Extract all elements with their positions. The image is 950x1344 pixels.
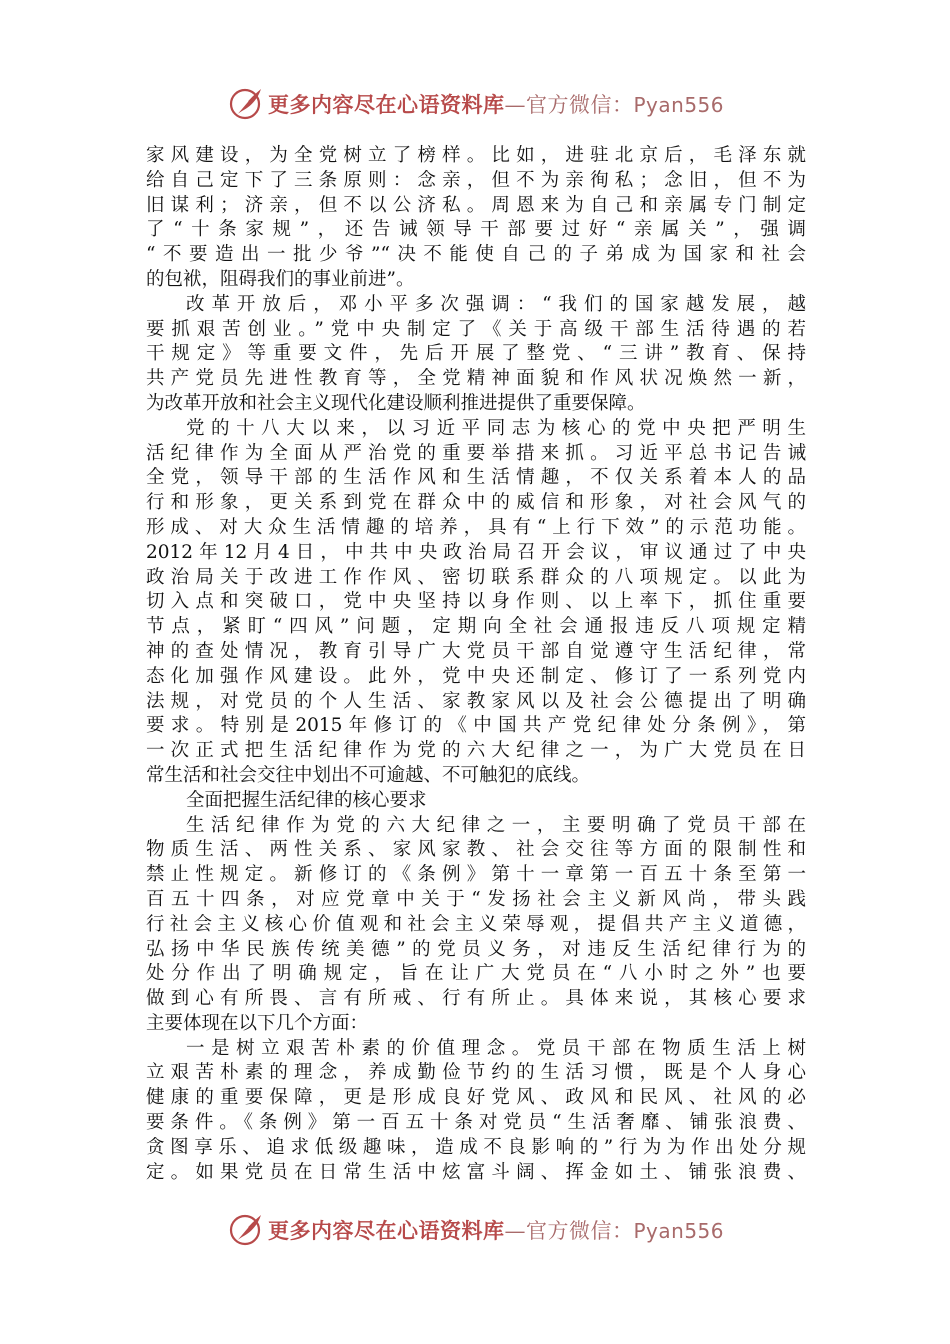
text-line: 活纪律作为全面从严治党的重要举措来抓。习近平总书记告诫 (146, 442, 806, 464)
text-line: 主要体现在以下几个方面： (146, 1012, 369, 1034)
text-line: 生活纪律作为党的六大纪律之一，主要明确了党员干部在 (186, 814, 806, 836)
text-line: 要抓艰苦创业。”党中央制定了《关于高级干部生活待遇的若 (146, 318, 806, 340)
text-line: 神的查处情况，教育引导广大党员干部自觉遵守生活纪律，常 (146, 640, 806, 662)
text-line: 为改革开放和社会主义现代化建设顺利推进提供了重要保障。 (146, 392, 646, 414)
text-line: 行社会主义核心价值观和社会主义荣辱观，提倡共产主义道德， (146, 913, 806, 935)
text-line: 弘扬中华民族传统美德”的党员义务，对违反生活纪律行为的 (146, 938, 806, 960)
text-line: 常生活和社会交往中划出不可逾越、不可触犯的底线。 (146, 764, 591, 786)
text-line: 态化加强作风建设。此外，党中央还制定、修订了一系列党内 (146, 665, 806, 687)
text-line: 了“十条家规”，还告诫领导干部要过好“亲属关”，强调 (146, 219, 806, 241)
text-line: 的包袱，阻碍我们的事业前进”。 (146, 268, 415, 290)
text-line: 给自己定下了三条原则：念亲，但不为亲徇私；念旧，但不为 (146, 169, 806, 191)
text-line: 健康的重要保障，更是形成良好党风、政风和民风、社风的必 (146, 1087, 806, 1109)
text-line: 改革开放后，邓小平多次强调：“我们的国家越发展，越 (186, 293, 806, 315)
text-line: 全面把握生活纪律的核心要求 (186, 789, 427, 811)
text-line: 定。如果党员在日常生活中炫富斗阔、挥金如土、铺张浪费、 (146, 1161, 806, 1183)
text-line: 处分作出了明确规定，旨在让广大党员在“八小时之外”也要 (146, 963, 806, 985)
text-line: 旧谋利；济亲，但不以公济私。周恩来为自己和亲属专门制定 (146, 194, 806, 216)
text-line: 要条件。《条例》第一百五十条对党员“生活奢靡、铺张浪费、 (146, 1112, 806, 1134)
text-line: 物质生活、两性关系、家风家教、社会交往等方面的限制性和 (146, 839, 806, 861)
text-line: 一次正式把生活纪律作为党的六大纪律之一，为广大党员在日 (146, 740, 806, 762)
text-line: 切入点和突破口，党中央坚持以身作则、以上率下，抓住重要 (146, 591, 806, 613)
quill-logo-icon (228, 86, 264, 122)
watermark-text: 更多内容尽在心语资料库—官方微信：Pyan556 (268, 92, 725, 117)
text-line: 禁止性规定。新修订的《条例》第十一章第一百五十条至第一 (146, 864, 806, 886)
text-line: 形成、对大众生活情趣的培养，具有“上行下效”的示范功能。 (146, 516, 806, 538)
text-line: 法规，对党员的个人生活、家教家风以及社会公德提出了明确 (146, 690, 806, 712)
text-line: 2012年12月4日，中共中央政治局召开会议，审议通过了中央 (146, 541, 806, 563)
text-line: 共产党员先进性教育等，全党精神面貌和作风状况焕然一新， (146, 368, 806, 390)
text-line: 党的十八大以来，以习近平同志为核心的党中央把严明生 (186, 417, 806, 439)
text-line: 干规定》等重要文件，先后开展了整党、“三讲”教育、保持 (146, 343, 806, 365)
text-line: 做到心有所畏、言有所戒、行有所止。具体来说，其核心要求 (146, 988, 806, 1010)
text-line: 立艰苦朴素的理念，养成勤俭节约的生活习惯，既是个人身心 (146, 1062, 806, 1084)
text-line: 百五十四条，对应党章中关于“发扬社会主义新风尚，带头践 (146, 888, 806, 910)
text-line: 一是树立艰苦朴素的价值理念。党员干部在物质生活上树 (186, 1037, 806, 1059)
header-watermark-banner (0, 84, 950, 124)
footer-watermark-banner (0, 1210, 950, 1250)
text-line: 要求。特别是2015年修订的《中国共产党纪律处分条例》，第 (146, 715, 806, 737)
watermark-text: 更多内容尽在心语资料库—官方微信：Pyan556 (268, 1218, 725, 1243)
text-line: 政治局关于改进工作作风、密切联系群众的八项规定。以此为 (146, 566, 806, 588)
text-line: 行和形象，更关系到党在群众中的威信和形象，对社会风气的 (146, 492, 806, 514)
quill-logo-icon (228, 1212, 264, 1248)
text-line: 节点，紧盯“四风”问题，定期向全社会通报违反八项规定精 (146, 616, 806, 638)
document-body-text (146, 144, 806, 1185)
text-line: 家风建设，为全党树立了榜样。比如，进驻北京后，毛泽东就 (146, 145, 806, 166)
text-line: 贪图享乐、追求低级趣味，造成不良影响的”行为为作出处分规 (146, 1136, 806, 1158)
text-line: “不要造出一批少爷”“决不能使自己的子弟成为国家和社会 (146, 244, 806, 266)
text-line: 全党，领导干部的生活作风和生活情趣，不仅关系着本人的品 (146, 467, 806, 489)
